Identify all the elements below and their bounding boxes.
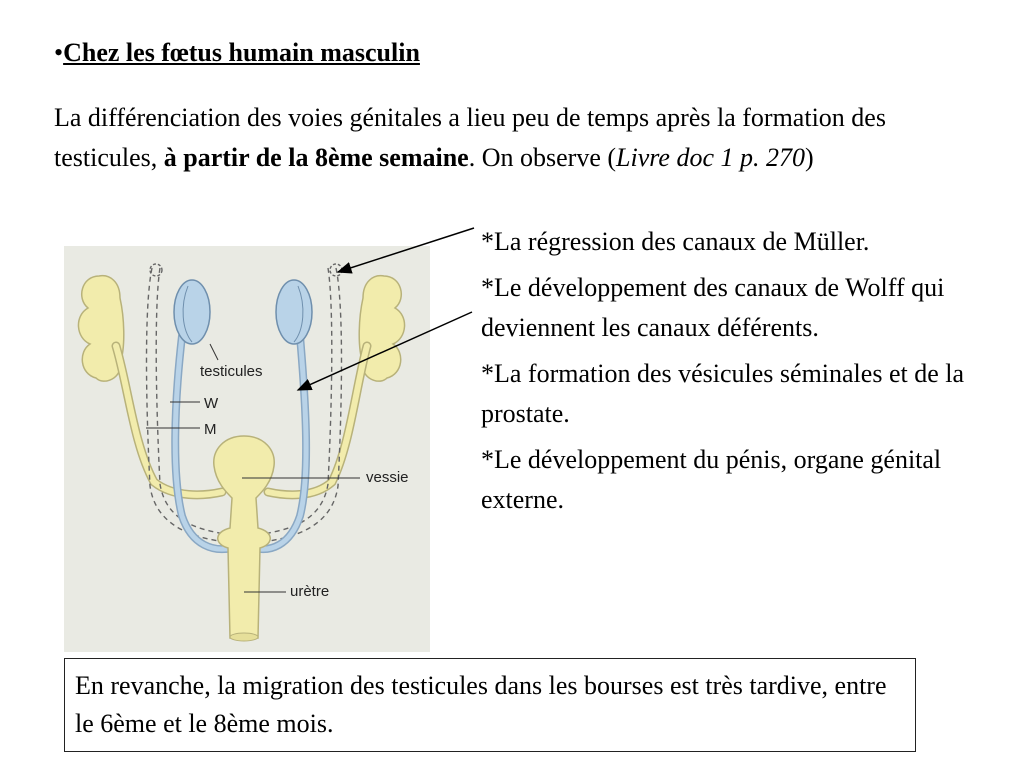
slide-heading: [54, 36, 420, 70]
observation-item: *La régression des canaux de Müller.: [481, 227, 870, 256]
anatomy-diagram: [64, 246, 430, 652]
heading-title: Chez les fœtus humain masculin: [63, 38, 420, 67]
observation-item: *Le développement des canaux de Wolff qui deviennent les canaux déférents.: [481, 273, 945, 342]
urethra-opening: [230, 633, 258, 641]
bladder-urethra: [214, 436, 274, 638]
label-w: W: [204, 395, 219, 412]
note-text: En revanche, la migration des testicules dans les bourses est très tardive, entre le 6ème et le 8ème mois.: [75, 671, 887, 738]
left-testicle: [174, 280, 210, 344]
intro-text-1: La différenciation des voies génitales a lieu peu de temps après la formation des testicules,: [54, 103, 886, 172]
intro-text-2: . On observe (: [468, 143, 617, 172]
intro-text-3: ): [805, 143, 814, 172]
heading-bullet: •: [54, 38, 64, 67]
observations-list: [481, 222, 1011, 526]
label-m: M: [204, 421, 217, 438]
right-ureter-fill: [268, 346, 367, 495]
label-testicules: testicules: [200, 363, 263, 380]
note-box: [64, 658, 916, 752]
label-vessie: vessie: [366, 469, 409, 486]
label-uretre: urètre: [290, 583, 330, 600]
intro-paragraph: [54, 98, 954, 178]
anatomy-figure: [64, 246, 430, 652]
intro-reference: Livre doc 1 p. 270: [616, 143, 805, 172]
observation-item: *Le développement du pénis, organe génital externe.: [481, 445, 942, 514]
intro-emphasis: à partir de la 8ème semaine: [163, 143, 469, 172]
testicules-leader: [210, 344, 218, 360]
observation-item: *La formation des vésicules séminales et de la prostate.: [481, 359, 965, 428]
right-testicle: [276, 280, 312, 344]
